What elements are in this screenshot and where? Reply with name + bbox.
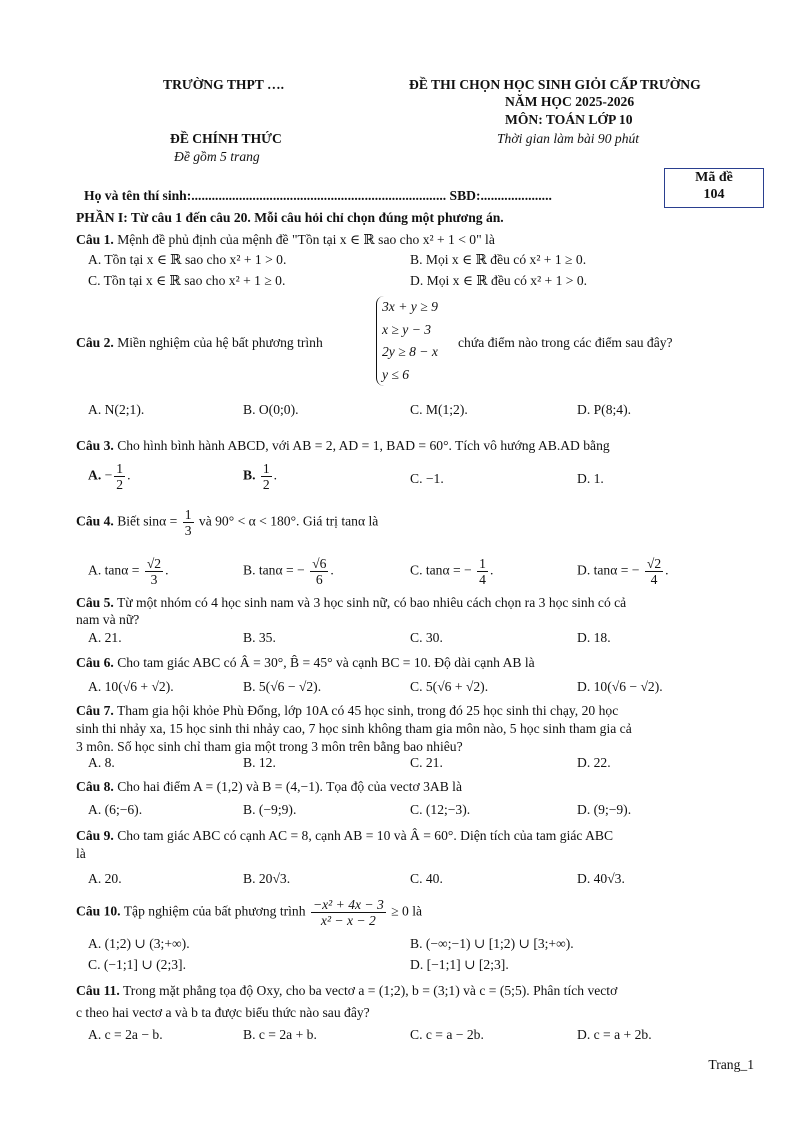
- q5-option-d: D. 18.: [577, 630, 611, 645]
- school-name: TRƯỜNG THPT ….: [163, 77, 284, 92]
- question-3: [76, 437, 756, 454]
- question-9-line2: là: [76, 846, 86, 861]
- q4-option-a: A. tanα = $\frac{√2}{3}$ .: [88, 556, 169, 587]
- question-text: Cho hình bình hành ABCD, với AB = 2, AD = 1, BAD = 60°. Tích vô hướng AB.AD bằng: [117, 438, 610, 453]
- q2-option-c: C. M(1;2).: [410, 402, 468, 417]
- question-label: Câu 1.: [76, 232, 114, 247]
- q6-option-b: B. 5(√6 − √2).: [243, 679, 322, 694]
- inequality-3: 2y ≥ 8 − x: [382, 344, 438, 359]
- q8-option-a: A. (6;−6).: [88, 802, 143, 817]
- question-label: Câu 7.: [76, 703, 114, 718]
- question-1: [76, 231, 756, 248]
- question-text: Miền nghiệm của hệ bất phương trình: [117, 335, 323, 350]
- q10-option-d: D. [−1;1] ∪ [2;3].: [410, 957, 509, 972]
- q2-option-b: B. O(0;0).: [243, 402, 299, 417]
- q1-option-b: B. Mọi x ∈ ℝ đều có x² + 1 ≥ 0.: [410, 252, 587, 267]
- fraction: $\frac{√2}{3}$: [146, 556, 162, 587]
- q9-option-b: B. 20√3.: [243, 871, 291, 886]
- official-label: ĐỀ CHÍNH THỨC: [170, 131, 282, 146]
- q11-option-d: D. c = a + 2b.: [577, 1027, 652, 1042]
- exam-code-box: [664, 168, 764, 208]
- q6-option-c: C. 5(√6 + √2).: [410, 679, 489, 694]
- question-text: Mệnh đề phủ định của mệnh đề "Tồn tại x ∈ ℝ sao cho x² + 1 < 0" là: [117, 232, 495, 247]
- q3-option-b: B. $\frac{1}{2}$ .: [243, 461, 278, 492]
- question-8: Câu 8. Cho hai điểm A = (1,2) và B = (4,−1). Tọa độ của vectơ 3AB là: [76, 779, 462, 794]
- question-7: Câu 7. Tham gia hội khỏe Phù Đổng, lớp 10A có 45 học sinh, trong đó 25 học sinh thi chạy, 20 học: [76, 703, 619, 718]
- q6-option-a: A. 10(√6 + √2).: [88, 679, 174, 694]
- q5-option-c: C. 30.: [410, 630, 443, 645]
- question-label: Câu 5.: [76, 595, 114, 610]
- q8-option-c: C. (12;−3).: [410, 802, 471, 817]
- question-9: Câu 9. Cho tam giác ABC có cạnh AC = 8, cạnh AB = 10 và Â = 60°. Diện tích của tam giác ABC: [76, 828, 614, 843]
- question-label: Câu 6.: [76, 655, 114, 670]
- page-number: Trang_1: [708, 1057, 754, 1072]
- subject: MÔN: TOÁN LỚP 10: [505, 112, 633, 127]
- q8-option-b: B. (−9;9).: [243, 802, 297, 817]
- q1-option-a: A. Tồn tại x ∈ ℝ sao cho x² + 1 > 0.: [88, 252, 287, 267]
- fraction: $\frac{√6}{6}$: [312, 556, 327, 587]
- q5-option-b: B. 35.: [243, 630, 276, 645]
- q7-option-d: D. 22.: [577, 755, 611, 770]
- question-10: Câu 10. Tập nghiệm của bất phương trình $\frac{\text{−x² + 4x − 3}}{\text{x² − x − 2}}$ ≥ 0 là: [76, 897, 423, 928]
- fraction: $\frac{1}{2}$: [116, 461, 124, 492]
- q7-option-c: C. 21.: [410, 755, 443, 770]
- q8-option-d: D. (9;−9).: [577, 802, 632, 817]
- q3-option-a: A. − $\frac{1}{2}$ .: [88, 461, 131, 492]
- question-5-line2: nam và nữ?: [76, 612, 140, 627]
- q10-option-c: C. (−1;1] ∪ (2;3].: [88, 957, 186, 972]
- q7-option-a: A. 8.: [88, 755, 115, 770]
- question-label: Câu 11.: [76, 983, 120, 998]
- q6-option-d: D. 10(√6 − √2).: [577, 679, 663, 694]
- question-11-line2: c theo hai vectơ a và b ta được biểu thức nào sau đây?: [76, 1005, 370, 1020]
- question-11: Câu 11. Trong mặt phẳng tọa độ Oxy, cho ba vectơ a = (1;2), b = (3;1) và c = (5;5). Phân tích vectơ: [76, 983, 618, 998]
- q11-option-c: C. c = a − 2b.: [410, 1027, 484, 1042]
- question-4: Câu 4. Biết sinα = $\frac{1}{3}$ và 90° < α < 180°. Giá trị tanα là: [76, 507, 379, 538]
- q3-option-c: C. −1.: [410, 471, 444, 486]
- q9-option-a: A. 20.: [88, 871, 122, 886]
- q11-option-a: A. c = 2a − b.: [88, 1027, 163, 1042]
- fraction: $\frac{√2}{4}$: [646, 556, 662, 587]
- time-limit: Thời gian làm bài 90 phút: [497, 131, 640, 146]
- inequality-2: x ≥ y − 3: [382, 321, 432, 337]
- part-heading: PHẦN I: Từ câu 1 đến câu 20. Mỗi câu hỏi chỉ chọn đúng một phương án.: [76, 210, 504, 225]
- question-7-line3: 3 môn. Số học sinh chỉ tham gia một trong 3 môn trên bằng bao nhiêu?: [76, 739, 463, 754]
- question-6: Câu 6. Cho tam giác ABC có Â = 30°, B̂ = 45° và cạnh BC = 10. Độ dài cạnh AB là: [76, 655, 535, 670]
- question-label: Câu 9.: [76, 828, 114, 843]
- q4-option-b: B. tanα = − $\frac{√6}{6}$ .: [243, 556, 334, 587]
- question-label: Câu 10.: [76, 903, 121, 919]
- question-7-line2: sinh thi nhảy xa, 15 học sinh thi nhảy cao, 7 học sinh không tham gia môn nào, 5 học sinh tham gia cả: [76, 721, 632, 736]
- q1-option-c: C. Tồn tại x ∈ ℝ sao cho x² + 1 ≥ 0.: [88, 273, 286, 288]
- exam-code-label: Mã đề: [695, 170, 733, 185]
- q4-option-c: C. tanα = − $\frac{1}{4}$ .: [410, 556, 494, 587]
- fraction: $\frac{1}{4}$: [479, 556, 486, 587]
- q1-option-d: D. Mọi x ∈ ℝ đều có x² + 1 > 0.: [410, 273, 588, 288]
- question-label: Câu 3.: [76, 438, 114, 453]
- student-info-line: Họ và tên thí sinh:........................................................................... SBD:.....................: [84, 188, 552, 203]
- inequality-4: y ≤ 6: [382, 366, 410, 382]
- inequality-system: [376, 296, 438, 386]
- inequality-1: 3x + y ≥ 9: [382, 299, 438, 314]
- q2-option-d: D. P(8;4).: [577, 402, 631, 417]
- q4-option-d: D. tanα = − $\frac{√2}{4}$ .: [577, 556, 669, 587]
- q10-option-a: A. (1;2) ∪ (3;+∞).: [88, 936, 190, 951]
- page-count: Đề gồm 5 trang: [174, 149, 260, 164]
- q9-option-d: D. 40√3.: [577, 871, 625, 886]
- exam-code-value: 104: [703, 187, 725, 202]
- exam-title: ĐỀ THI CHỌN HỌC SINH GIỎI CẤP TRƯỜNG: [409, 77, 701, 92]
- fraction: $\frac{\text{−x² + 4x − 3}}{\text{x² − x − 2}}$: [312, 897, 384, 928]
- question-label: Câu 2.: [76, 335, 114, 350]
- q2-option-a: A. N(2;1).: [88, 402, 145, 417]
- q3-option-d: D. 1.: [577, 471, 604, 486]
- q5-option-a: A. 21.: [88, 630, 122, 645]
- fraction: $\frac{1}{2}$: [262, 461, 270, 492]
- q10-option-b: B. (−∞;−1) ∪ [1;2) ∪ [3;+∞).: [410, 936, 574, 951]
- q11-option-b: B. c = 2a + b.: [243, 1027, 317, 1042]
- question-5: Câu 5. Từ một nhóm có 4 học sinh nam và 3 học sinh nữ, có bao nhiêu cách chọn ra 3 học sinh có cả: [76, 595, 627, 610]
- question-label: Câu 4.: [76, 513, 114, 529]
- question-2: [76, 335, 323, 351]
- question-2-tail: chứa điểm nào trong các điểm sau đây?: [458, 335, 673, 350]
- school-year: NĂM HỌC 2025-2026: [505, 94, 635, 109]
- fraction: $\frac{1}{3}$: [184, 507, 192, 538]
- q7-option-b: B. 12.: [243, 755, 276, 770]
- question-label: Câu 8.: [76, 779, 114, 794]
- q9-option-c: C. 40.: [410, 871, 443, 886]
